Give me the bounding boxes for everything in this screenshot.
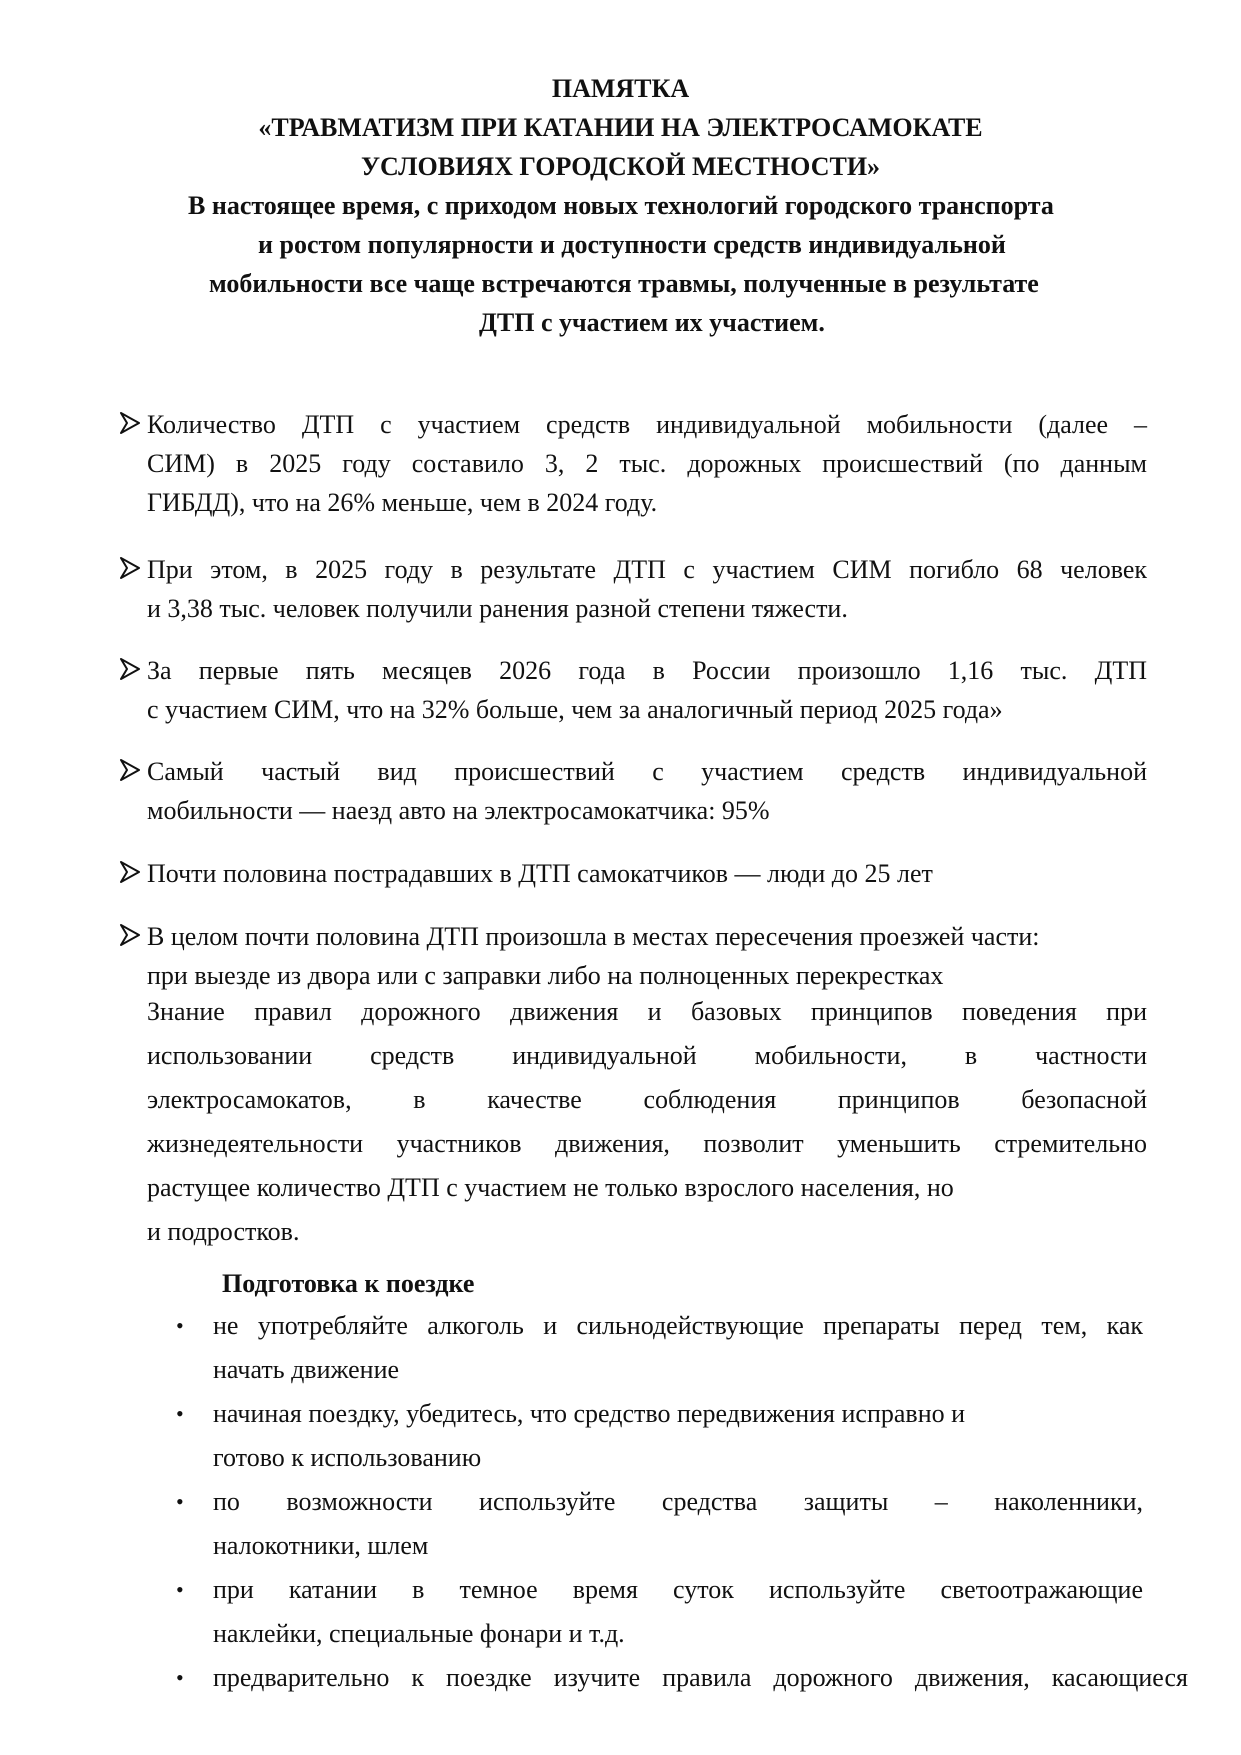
arrow-bullet-icon [118, 859, 148, 889]
bullet-dot-icon: • [176, 1489, 184, 1514]
list-item-line: не употребляйте алкоголь и сильнодействующие препараты перед тем, как [213, 1311, 1143, 1340]
list-item-line: по возможности используйте средства защиты – наколенники, [213, 1487, 1143, 1516]
document-title: ПАМЯТКА [551, 74, 690, 103]
knowledge-line: растущее количество ДТП с участием не только взрослого населения, но [147, 1173, 954, 1202]
fact-line: и 3,38 тыс. человек получили ранения разной степени тяжести. [147, 594, 848, 623]
bullet-dot-icon: • [176, 1401, 184, 1426]
fact-line: При этом, в 2025 году в результате ДТП с участием СИМ погибло 68 человек [147, 555, 1147, 584]
fact-item [118, 405, 1147, 517]
section-heading: Подготовка к поездке [222, 1269, 475, 1298]
fact-line: За первые пять месяцев 2026 года в России произошло 1,16 тыс. ДТП [147, 656, 1147, 685]
fact-line: при выезде из двора или с заправки либо на полноценных перекрестках [147, 961, 944, 990]
fact-item [118, 854, 1147, 894]
knowledge-line: и подростков. [147, 1217, 300, 1246]
document-subtitle-line-2: УСЛОВИЯХ ГОРОДСКОЙ МЕСТНОСТИ» [360, 152, 881, 181]
list-item-line: готово к использованию [213, 1443, 482, 1472]
document-subtitle-line-1: «ТРАВМАТИЗМ ПРИ КАТАНИИ НА ЭЛЕКТРОСАМОКАТЕ [258, 113, 983, 142]
fact-line: СИМ) в 2025 году составило 3, 2 тыс. дорожных происшествий (по данным [147, 449, 1147, 478]
list-item-line: предварительно к поездке изучите правила дорожного движения, касающиеся [213, 1663, 1188, 1692]
fact-line: ГИБДД), что на 26% меньше, чем в 2024 году. [147, 488, 658, 517]
fact-line: В целом почти половина ДТП произошла в местах пересечения проезжей части: [147, 922, 1040, 951]
fact-item [118, 651, 1147, 724]
bullet-dot-icon: • [176, 1577, 184, 1602]
fact-line: с участием СИМ, что на 32% больше, чем за аналогичный период 2025 года» [147, 695, 1003, 724]
knowledge-line: использовании средств индивидуальной мобильности, в частности [147, 1041, 1147, 1070]
bullet-dot-icon: • [176, 1313, 184, 1338]
arrow-bullet-icon [118, 922, 148, 952]
knowledge-line: жизнедеятельности участников движения, позволит уменьшить стремительно [147, 1129, 1147, 1158]
fact-item [118, 550, 1147, 623]
arrow-bullet-icon [118, 656, 148, 686]
list-item-line: при катании в темное время суток используйте светоотражающие [213, 1575, 1143, 1604]
list-item-line: начать движение [213, 1355, 400, 1384]
knowledge-line: электросамокатов, в качестве соблюдения принципов безопасной [147, 1085, 1147, 1114]
intro-line-2: и ростом популярности и доступности средств индивидуальной [258, 230, 1006, 259]
fact-line: Почти половина пострадавших в ДТП самокатчиков — люди до 25 лет [147, 859, 933, 888]
fact-item [118, 917, 1147, 990]
fact-line: мобильности — наезд авто на электросамокатчика: 95% [147, 796, 770, 825]
arrow-bullet-icon [118, 555, 148, 585]
arrow-bullet-icon [118, 757, 148, 787]
fact-item [118, 752, 1147, 825]
list-item-line: налокотники, шлем [213, 1531, 429, 1560]
knowledge-line: Знание правил дорожного движения и базовых принципов поведения при [147, 997, 1147, 1026]
intro-line-3: мобильности все чаще встречаются травмы, полученные в результате [209, 269, 1039, 298]
arrow-bullet-icon [118, 410, 148, 440]
bullet-dot-icon: • [176, 1665, 184, 1690]
fact-line: Количество ДТП с участием средств индивидуальной мобильности (далее – [147, 410, 1147, 439]
list-item-line: наклейки, специальные фонари и т.д. [213, 1619, 625, 1648]
list-item-line: начиная поездку, убедитесь, что средство передвижения исправно и [213, 1399, 966, 1428]
intro-line-4: ДТП с участием их участием. [479, 308, 825, 337]
intro-line-1: В настоящее время, с приходом новых технологий городского транспорта [188, 191, 1054, 220]
fact-line: Самый частый вид происшествий с участием средств индивидуальной [147, 757, 1147, 786]
